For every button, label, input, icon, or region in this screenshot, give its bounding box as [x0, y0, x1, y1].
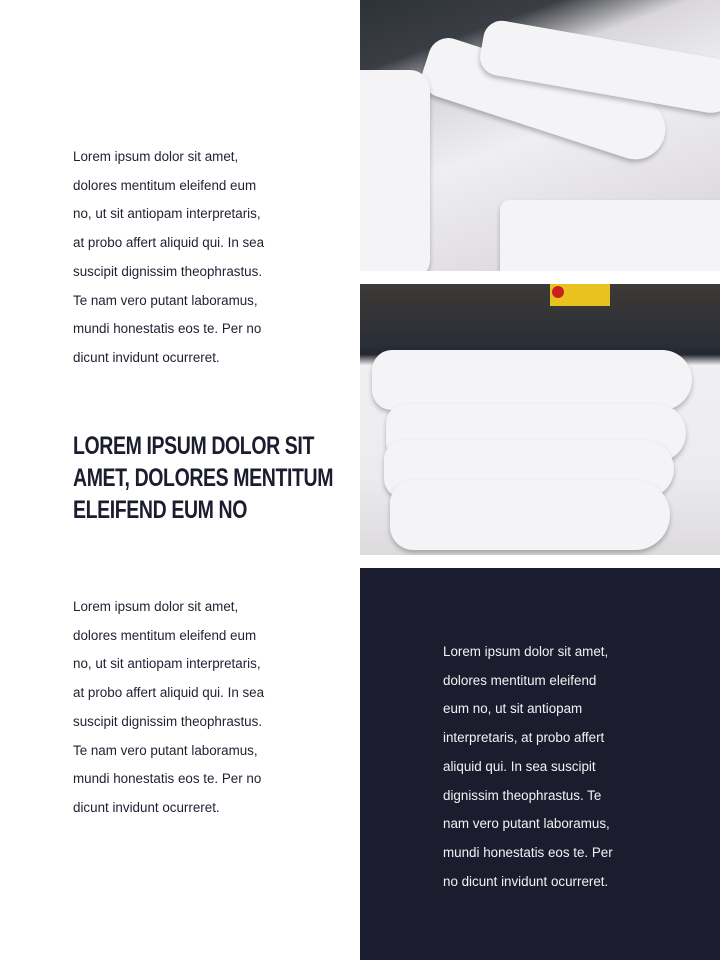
panel-paragraph: Lorem ipsum dolor sit amet, dolores mentitum eleifend eum no, ut sit antiopam interpretaris, at probo affert aliquid qui. In sea suscipit dignissim theophrastus. Te nam vero putant laboramus, mundi honestatis eos te. Per no dicunt invidunt ocurreret. — [443, 644, 613, 889]
intro-paragraph: Lorem ipsum dolor sit amet, dolores mentitum eleifend eum no, ut sit antiopam interpretaris, at probo affert aliquid qui. In sea suscipit dignissim theophrastus. Te nam vero putant laboramus, mundi honestatis eos te. Per no dicunt invidunt ocurreret. — [73, 149, 265, 365]
paper-stack-photo-top — [360, 0, 720, 271]
section-heading: LOREM IPSUM DOLOR SIT AMET, DOLORES MENTITUM ELEIFEND EUM NO — [73, 432, 334, 524]
emergency-stop-button — [552, 286, 564, 298]
body-paragraph: Lorem ipsum dolor sit amet, dolores mentitum eleifend eum no, ut sit antiopam interpretaris, at probo affert aliquid qui. In sea suscipit dignissim theophrastus. Te nam vero putant laboramus, mundi honestatis eos te. Per no dicunt invidunt ocurreret. — [73, 599, 265, 815]
paper-rolls-photo — [360, 284, 720, 555]
